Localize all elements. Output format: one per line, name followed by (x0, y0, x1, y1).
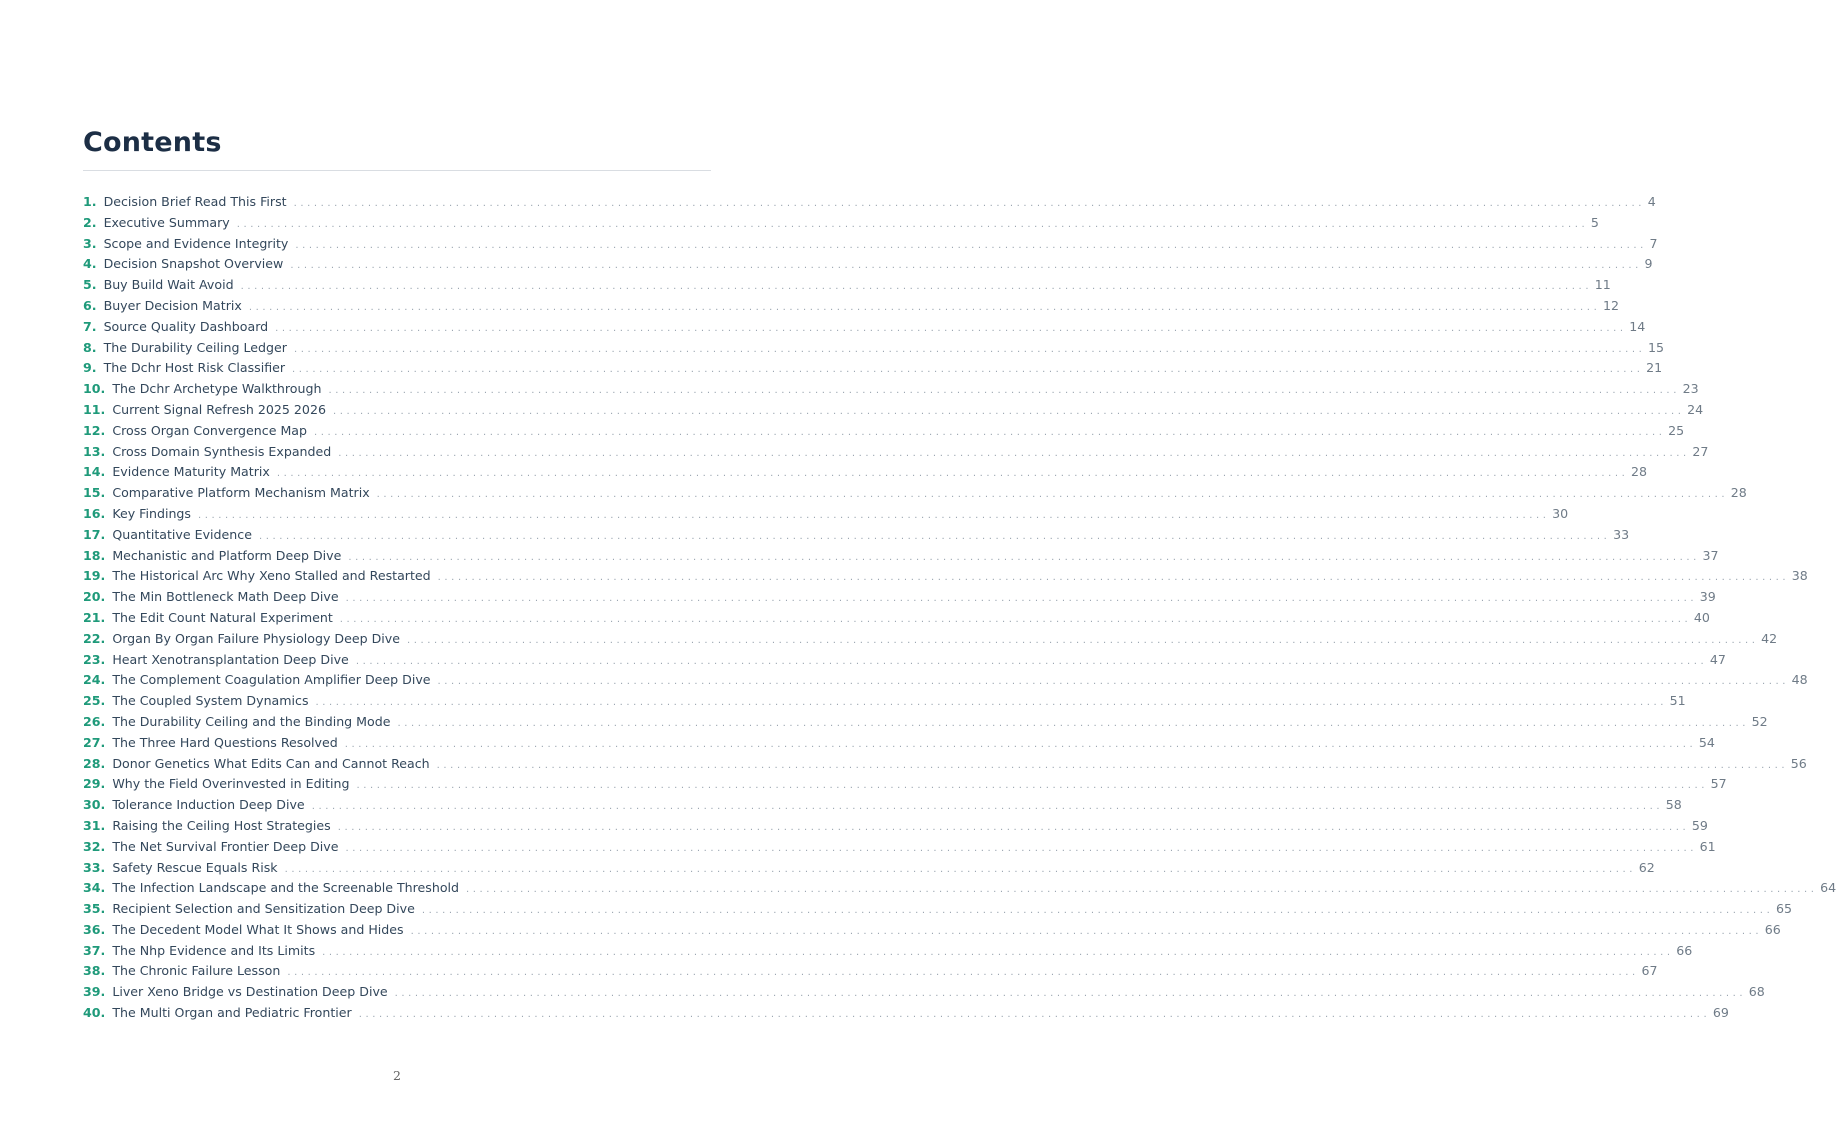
toc-entry-number: 36. (83, 921, 106, 937)
dot-leader: . . . . . . . . . . . . . . . . . . . . . . . . . . . . . . . . . . . . . . . . . . . . . . . . . . . . . . . . . . . . . . . . . . . . . . . . . . . . . . . . . . . . . . . . . . . . . . . . . . . . . . . . . . . . . . . . . . . . . . . . . . . . . . . . . . . . . . . . . . . . . . . . . . . . . . . . . . . . . . . . . . . . . . . . . . . . . . . . . . . . . . . . . . . . . . . . . . . . . . . . (198, 509, 1547, 521)
toc-entry-page: 33 (1613, 526, 1630, 542)
toc-entry[interactable] (83, 650, 1726, 671)
toc-entry[interactable] (83, 192, 1656, 213)
toc-entry[interactable] (83, 254, 1653, 275)
toc-entry-number: 18. (83, 547, 106, 563)
toc-entry-page: 11 (1594, 277, 1611, 293)
toc-entry-number: 20. (83, 589, 106, 605)
toc-entry-title[interactable]: Heart Xenotransplantation Deep Dive (112, 651, 349, 667)
toc-entry-page: 24 (1687, 401, 1704, 417)
toc-entry[interactable] (83, 816, 1708, 837)
dot-leader: . . . . . . . . . . . . . . . . . . . . . . . . . . . . . . . . . . . . . . . . . . . . . . . . . . . . . . . . . . . . . . . . . . . . . . . . . . . . . . . . . . . . . . . . . . . . . . . . . . . . . . . . . . . . . . . . . . . . . . . . . . . . . . . . . . . . . . . . . . . . . . . . . . . . . . . . . . . . . . . . . . . . . . . . . . . . . . . . . . . . . . . . . . . . . . . . . . . . . . . . (338, 447, 1687, 459)
toc-entry[interactable] (83, 795, 1682, 816)
toc-entry-number: 17. (83, 526, 106, 542)
toc-entry[interactable] (83, 961, 1658, 982)
toc-entry[interactable] (83, 878, 1836, 899)
dot-leader: . . . . . . . . . . . . . . . . . . . . . . . . . . . . . . . . . . . . . . . . . . . . . . . . . . . . . . . . . . . . . . . . . . . . . . . . . . . . . . . . . . . . . . . . . . . . . . . . . . . . . . . . . . . . . . . . . . . . . . . . . . . . . . . . . . . . . . . . . . . . . . . . . . . . . . . . . . . . . . . . . . . . . . . . . . . . . . . . . . . . . . . . . . . . . . . . . . . . . . . . (397, 717, 1746, 729)
toc-entry-page: 38 (1791, 568, 1808, 584)
toc-entry-title[interactable]: Donor Genetics What Edits Can and Cannot Reach (112, 755, 430, 771)
dot-leader: . . . . . . . . . . . . . . . . . . . . . . . . . . . . . . . . . . . . . . . . . . . . . . . . . . . . . . . . . . . . . . . . . . . . . . . . . . . . . . . . . . . . . . . . . . . . . . . . . . . . . . . . . . . . . . . . . . . . . . . . . . . . . . . . . . . . . . . . . . . . . . . . . . . . . . . . . . . . . . . . . . . . . . . . . . . . . . . . . . . . . . . . . . . . . . . . . . . . . . . . (437, 572, 1786, 584)
toc-entry-page: 66 (1676, 942, 1693, 958)
toc-entry-title[interactable]: The Durability Ceiling Ledger (103, 339, 287, 355)
dot-leader: . . . . . . . . . . . . . . . . . . . . . . . . . . . . . . . . . . . . . . . . . . . . . . . . . . . . . . . . . . . . . . . . . . . . . . . . . . . . . . . . . . . . . . . . . . . . . . . . . . . . . . . . . . . . . . . . . . . . . . . . . . . . . . . . . . . . . . . . . . . . . . . . . . . . . . . . . . . . . . . . . . . . . . . . . . . . . . . . . . . . . . . . . . . . . . . . . . . . . . . . (407, 634, 1756, 646)
dot-leader: . . . . . . . . . . . . . . . . . . . . . . . . . . . . . . . . . . . . . . . . . . . . . . . . . . . . . . . . . . . . . . . . . . . . . . . . . . . . . . . . . . . . . . . . . . . . . . . . . . . . . . . . . . . . . . . . . . . . . . . . . . . . . . . . . . . . . . . . . . . . . . . . . . . . . . . . . . . . . . . . . . . . . . . . . . . . . . . . . . . . . . . . . . . . . . . . . . . . . . . . (328, 385, 1677, 397)
toc-entry-page: 68 (1748, 984, 1765, 1000)
page-number: 2 (393, 1068, 401, 1083)
dot-leader: . . . . . . . . . . . . . . . . . . . . . . . . . . . . . . . . . . . . . . . . . . . . . . . . . . . . . . . . . . . . . . . . . . . . . . . . . . . . . . . . . . . . . . . . . . . . . . . . . . . . . . . . . . . . . . . . . . . . . . . . . . . . . . . . . . . . . . . . . . . . . . . . . . . . . . . . . . . . . . . . . . . . . . . . . . . . . . . . . . . . . . . . . . . . . . . . . . . . . . . . (314, 426, 1663, 438)
toc-entry-page: 30 (1552, 505, 1569, 521)
toc-entry-number: 2. (83, 214, 97, 230)
dot-leader: . . . . . . . . . . . . . . . . . . . . . . . . . . . . . . . . . . . . . . . . . . . . . . . . . . . . . . . . . . . . . . . . . . . . . . . . . . . . . . . . . . . . . . . . . . . . . . . . . . . . . . . . . . . . . . . . . . . . . . . . . . . . . . . . . . . . . . . . . . . . . . . . . . . . . . . . . . . . . . . . . . . . . . . . . . . . . . . . . . . . . . . . . . . . . . . . . . . . . . . . (466, 884, 1815, 896)
toc-entry-page: 27 (1692, 443, 1709, 459)
toc-entry-title[interactable]: The Nhp Evidence and Its Limits (112, 942, 316, 958)
toc-entry[interactable] (83, 442, 1709, 463)
toc-entry-title[interactable]: Executive Summary (103, 214, 230, 230)
dot-leader: . . . . . . . . . . . . . . . . . . . . . . . . . . . . . . . . . . . . . . . . . . . . . . . . . . . . . . . . . . . . . . . . . . . . . . . . . . . . . . . . . . . . . . . . . . . . . . . . . . . . . . . . . . . . . . . . . . . . . . . . . . . . . . . . . . . . . . . . . . . . . . . . . . . . . . . . . . . . . . . . . . . . . . . . . . . . . . . . . . . . . . . . . . . . . . . . . . . . . . . . (356, 780, 1705, 792)
toc-entry-page: 23 (1682, 381, 1699, 397)
toc-entry[interactable] (83, 1003, 1729, 1024)
toc-entry[interactable] (83, 421, 1685, 442)
toc-entry-title[interactable]: Cross Domain Synthesis Expanded (112, 443, 332, 459)
toc-entry-title[interactable]: The Infection Landscape and the Screenable Threshold (112, 880, 460, 896)
toc-entry[interactable] (83, 296, 1619, 317)
toc-entry[interactable] (83, 920, 1781, 941)
dot-leader: . . . . . . . . . . . . . . . . . . . . . . . . . . . . . . . . . . . . . . . . . . . . . . . . . . . . . . . . . . . . . . . . . . . . . . . . . . . . . . . . . . . . . . . . . . . . . . . . . . . . . . . . . . . . . . . . . . . . . . . . . . . . . . . . . . . . . . . . . . . . . . . . . . . . . . . . . . . . . . . . . . . . . . . . . . . . . . . . . . . . . . . . . . . . . . . . . . . . . . . . (248, 301, 1597, 313)
toc-entry-title[interactable]: Recipient Selection and Sensitization Deep Dive (112, 901, 415, 917)
toc-entry[interactable] (83, 525, 1630, 546)
toc-entry-page: 57 (1710, 776, 1727, 792)
toc-entry-number: 31. (83, 817, 106, 833)
toc-entry-title[interactable]: Why the Field Overinvested in Editing (112, 776, 350, 792)
toc-entry-page: 69 (1712, 1005, 1729, 1021)
toc-entry-number: 40. (83, 1005, 106, 1021)
toc-entry-title[interactable]: Liver Xeno Bridge vs Destination Deep Dive (112, 984, 388, 1000)
toc-entry-page: 48 (1791, 672, 1808, 688)
toc-entry-number: 5. (83, 277, 97, 293)
toc-entry-page: 37 (1702, 547, 1719, 563)
toc-entry-page: 12 (1602, 297, 1619, 313)
toc-entry-number: 27. (83, 734, 106, 750)
toc-entry-number: 1. (83, 194, 97, 209)
toc-entry[interactable] (83, 566, 1808, 587)
dot-leader: . . . . . . . . . . . . . . . . . . . . . . . . . . . . . . . . . . . . . . . . . . . . . . . . . . . . . . . . . . . . . . . . . . . . . . . . . . . . . . . . . . . . . . . . . . . . . . . . . . . . . . . . . . . . . . . . . . . . . . . . . . . . . . . . . . . . . . . . . . . . . . . . . . . . . . . . . . . . . . . . . . . . . . . . . . . . . . . . . . . . . . . . . . . . . . . . . . . . . . . . (421, 905, 1770, 917)
toc-entry-number: 4. (83, 256, 97, 272)
dot-leader: . . . . . . . . . . . . . . . . . . . . . . . . . . . . . . . . . . . . . . . . . . . . . . . . . . . . . . . . . . . . . . . . . . . . . . . . . . . . . . . . . . . . . . . . . . . . . . . . . . . . . . . . . . . . . . . . . . . . . . . . . . . . . . . . . . . . . . . . . . . . . . . . . . . . . . . . . . . . . . . . . . . . . . . . . . . . . . . . . . . . . . . . . . . . . . . . . . . . . . . . (293, 198, 1642, 209)
toc-entry-number: 33. (83, 859, 106, 875)
toc-entry-page: 25 (1668, 422, 1685, 438)
toc-entry[interactable] (83, 317, 1646, 338)
toc-entry-page: 58 (1665, 797, 1682, 813)
toc-entry-title[interactable]: Tolerance Induction Deep Dive (112, 797, 305, 813)
toc-entry-number: 12. (83, 422, 106, 438)
toc-entry[interactable] (83, 587, 1716, 608)
dot-leader: . . . . . . . . . . . . . . . . . . . . . . . . . . . . . . . . . . . . . . . . . . . . . . . . . . . . . . . . . . . . . . . . . . . . . . . . . . . . . . . . . . . . . . . . . . . . . . . . . . . . . . . . . . . . . . . . . . . . . . . . . . . . . . . . . . . . . . . . . . . . . . . . . . . . . . . . . . . . . . . . . . . . . . . . . . . . . . . . . . . . . . . . . . . . . . . . . . . . . . . . (394, 988, 1743, 1000)
dot-leader: . . . . . . . . . . . . . . . . . . . . . . . . . . . . . . . . . . . . . . . . . . . . . . . . . . . . . . . . . . . . . . . . . . . . . . . . . . . . . . . . . . . . . . . . . . . . . . . . . . . . . . . . . . . . . . . . . . . . . . . . . . . . . . . . . . . . . . . . . . . . . . . . . . . . . . . . . . . . . . . . . . . . . . . . . . . . . . . . . . . . . . . . . . . . . . . . . . . . . . . . (240, 281, 1589, 293)
toc-entry-title[interactable]: The Multi Organ and Pediatric Frontier (112, 1005, 352, 1021)
toc-entry[interactable] (83, 234, 1658, 255)
dot-leader: . . . . . . . . . . . . . . . . . . . . . . . . . . . . . . . . . . . . . . . . . . . . . . . . . . . . . . . . . . . . . . . . . . . . . . . . . . . . . . . . . . . . . . . . . . . . . . . . . . . . . . . . . . . . . . . . . . . . . . . . . . . . . . . . . . . . . . . . . . . . . . . . . . . . . . . . . . . . . . . . . . . . . . . . . . . . . . . . . . . . . . . . . . . . . . . . . . . . . . . . (332, 405, 1682, 417)
toc-entry-number: 11. (83, 401, 106, 417)
dot-leader: . . . . . . . . . . . . . . . . . . . . . . . . . . . . . . . . . . . . . . . . . . . . . . . . . . . . . . . . . . . . . . . . . . . . . . . . . . . . . . . . . . . . . . . . . . . . . . . . . . . . . . . . . . . . . . . . . . . . . . . . . . . . . . . . . . . . . . . . . . . . . . . . . . . . . . . . . . . . . . . . . . . . . . . . . . . . . . . . . . . . . . . . . . . . . . . . . . . . . . . . (410, 925, 1759, 937)
toc-entry-number: 35. (83, 901, 106, 917)
toc-entry[interactable] (83, 712, 1768, 733)
toc-entry-number: 6. (83, 297, 97, 313)
toc-entry-number: 24. (83, 672, 106, 688)
toc-entry[interactable] (83, 213, 1599, 234)
toc-entry-number: 39. (83, 984, 106, 1000)
toc-entry-page: 4 (1647, 194, 1656, 209)
toc-entry-title[interactable]: The Historical Arc Why Xeno Stalled and Restarted (112, 568, 431, 584)
dot-leader: . . . . . . . . . . . . . . . . . . . . . . . . . . . . . . . . . . . . . . . . . . . . . . . . . . . . . . . . . . . . . . . . . . . . . . . . . . . . . . . . . . . . . . . . . . . . . . . . . . . . . . . . . . . . . . . . . . . . . . . . . . . . . . . . . . . . . . . . . . . . . . . . . . . . . . . . . . . . . . . . . . . . . . . . . . . . . . . . . . . . . . . . . . . . . . . . . . . . . . . . (322, 946, 1671, 958)
toc-entry-title[interactable]: The Three Hard Questions Resolved (112, 734, 338, 750)
toc-entry-page: 47 (1709, 651, 1726, 667)
contents-heading: Contents (83, 127, 222, 158)
toc-entry-page: 61 (1699, 838, 1716, 854)
dot-leader: . . . . . . . . . . . . . . . . . . . . . . . . . . . . . . . . . . . . . . . . . . . . . . . . . . . . . . . . . . . . . . . . . . . . . . . . . . . . . . . . . . . . . . . . . . . . . . . . . . . . . . . . . . . . . . . . . . . . . . . . . . . . . . . . . . . . . . . . . . . . . . . . . . . . . . . . . . . . . . . . . . . . . . . . . . . . . . . . . . . . . . . . . . . . . . . . . . . . . . . . (292, 364, 1641, 376)
toc-entry[interactable] (83, 941, 1693, 962)
dot-leader: . . . . . . . . . . . . . . . . . . . . . . . . . . . . . . . . . . . . . . . . . . . . . . . . . . . . . . . . . . . . . . . . . . . . . . . . . . . . . . . . . . . . . . . . . . . . . . . . . . . . . . . . . . . . . . . . . . . . . . . . . . . . . . . . . . . . . . . . . . . . . . . . . . . . . . . . . . . . . . . . . . . . . . . . . . . . . . . . . . . . . . . . . . . . . . . . . . . . . . . . (275, 322, 1624, 334)
dot-leader: . . . . . . . . . . . . . . . . . . . . . . . . . . . . . . . . . . . . . . . . . . . . . . . . . . . . . . . . . . . . . . . . . . . . . . . . . . . . . . . . . . . . . . . . . . . . . . . . . . . . . . . . . . . . . . . . . . . . . . . . . . . . . . . . . . . . . . . . . . . . . . . . . . . . . . . . . . . . . . . . . . . . . . . . . . . . . . . . . . . . . . . . . . . . . . . . . . . . . . . . (345, 842, 1694, 854)
toc-entry-title[interactable]: Buy Build Wait Avoid (103, 277, 234, 293)
dot-leader: . . . . . . . . . . . . . . . . . . . . . . . . . . . . . . . . . . . . . . . . . . . . . . . . . . . . . . . . . . . . . . . . . . . . . . . . . . . . . . . . . . . . . . . . . . . . . . . . . . . . . . . . . . . . . . . . . . . . . . . . . . . . . . . . . . . . . . . . . . . . . . . . . . . . . . . . . . . . . . . . . . . . . . . . . . . . . . . . . . . . . . . . . . . . . . . . . . . . . . . . (287, 967, 1636, 979)
dot-leader: . . . . . . . . . . . . . . . . . . . . . . . . . . . . . . . . . . . . . . . . . . . . . . . . . . . . . . . . . . . . . . . . . . . . . . . . . . . . . . . . . . . . . . . . . . . . . . . . . . . . . . . . . . . . . . . . . . . . . . . . . . . . . . . . . . . . . . . . . . . . . . . . . . . . . . . . . . . . . . . . . . . . . . . . . . . . . . . . . . . . . . . . . . . . . . . . . . . . . . . . (295, 239, 1644, 251)
dot-leader: . . . . . . . . . . . . . . . . . . . . . . . . . . . . . . . . . . . . . . . . . . . . . . . . . . . . . . . . . . . . . . . . . . . . . . . . . . . . . . . . . . . . . . . . . . . . . . . . . . . . . . . . . . . . . . . . . . . . . . . . . . . . . . . . . . . . . . . . . . . . . . . . . . . . . . . . . . . . . . . . . . . . . . . . . . . . . . . . . . . . . . . . . . . . . . . . . . . . . . . . (293, 343, 1643, 355)
toc-entry-title[interactable]: Decision Snapshot Overview (103, 256, 284, 272)
toc-entry-page: 15 (1648, 339, 1665, 355)
toc-entry-number: 34. (83, 880, 106, 896)
toc-entry[interactable] (83, 275, 1611, 296)
heading-divider (83, 170, 711, 171)
dot-leader: . . . . . . . . . . . . . . . . . . . . . . . . . . . . . . . . . . . . . . . . . . . . . . . . . . . . . . . . . . . . . . . . . . . . . . . . . . . . . . . . . . . . . . . . . . . . . . . . . . . . . . . . . . . . . . . . . . . . . . . . . . . . . . . . . . . . . . . . . . . . . . . . . . . . . . . . . . . . . . . . . . . . . . . . . . . . . . . . . . . . . . . . . . . . . . . . . . . . . . . . (437, 676, 1786, 688)
toc-entry[interactable] (83, 899, 1792, 920)
toc-entry-page: 14 (1629, 318, 1646, 334)
toc-entry-page: 56 (1790, 755, 1807, 771)
toc-entry[interactable] (83, 858, 1655, 879)
dot-leader: . . . . . . . . . . . . . . . . . . . . . . . . . . . . . . . . . . . . . . . . . . . . . . . . . . . . . . . . . . . . . . . . . . . . . . . . . . . . . . . . . . . . . . . . . . . . . . . . . . . . . . . . . . . . . . . . . . . . . . . . . . . . . . . . . . . . . . . . . . . . . . . . . . . . . . . . . . . . . . . . . . . . . . . . . . . . . . . . . . . . . . . . . . . . . . . . . . . . . . . . (311, 801, 1660, 813)
toc-entry-page: 54 (1698, 734, 1715, 750)
toc-entry-number: 8. (83, 339, 97, 355)
toc-entry[interactable] (83, 691, 1686, 712)
toc-entry-page: 65 (1775, 901, 1792, 917)
toc-entry-page: 28 (1730, 485, 1747, 501)
toc-entry-number: 19. (83, 568, 106, 584)
dot-leader: . . . . . . . . . . . . . . . . . . . . . . . . . . . . . . . . . . . . . . . . . . . . . . . . . . . . . . . . . . . . . . . . . . . . . . . . . . . . . . . . . . . . . . . . . . . . . . . . . . . . . . . . . . . . . . . . . . . . . . . . . . . . . . . . . . . . . . . . . . . . . . . . . . . . . . . . . . . . . . . . . . . . . . . . . . . . . . . . . . . . . . . . . . . . . . . . . . . . . . . . (258, 530, 1608, 542)
toc-entry-title[interactable]: The Decedent Model What It Shows and Hides (112, 921, 404, 937)
toc-entry-title[interactable]: The Min Bottleneck Math Deep Dive (112, 589, 339, 605)
dot-leader: . . . . . . . . . . . . . . . . . . . . . . . . . . . . . . . . . . . . . . . . . . . . . . . . . . . . . . . . . . . . . . . . . . . . . . . . . . . . . . . . . . . . . . . . . . . . . . . . . . . . . . . . . . . . . . . . . . . . . . . . . . . . . . . . . . . . . . . . . . . . . . . . . . . . . . . . . . . . . . . . . . . . . . . . . . . . . . . . . . . . . . . . . . . . . . . . . . . . . . . . (355, 655, 1704, 667)
toc-entry-title[interactable]: Key Findings (112, 505, 191, 521)
toc-entry-number: 7. (83, 318, 97, 334)
dot-leader: . . . . . . . . . . . . . . . . . . . . . . . . . . . . . . . . . . . . . . . . . . . . . . . . . . . . . . . . . . . . . . . . . . . . . . . . . . . . . . . . . . . . . . . . . . . . . . . . . . . . . . . . . . . . . . . . . . . . . . . . . . . . . . . . . . . . . . . . . . . . . . . . . . . . . . . . . . . . . . . . . . . . . . . . . . . . . . . . . . . . . . . . . . . . . . . . . . . . . . . . (348, 551, 1697, 563)
toc-entry-number: 10. (83, 381, 106, 397)
toc-entry-title[interactable]: The Chronic Failure Lesson (112, 963, 281, 979)
toc-entry-title[interactable]: Source Quality Dashboard (103, 318, 269, 334)
dot-leader: . . . . . . . . . . . . . . . . . . . . . . . . . . . . . . . . . . . . . . . . . . . . . . . . . . . . . . . . . . . . . . . . . . . . . . . . . . . . . . . . . . . . . . . . . . . . . . . . . . . . . . . . . . . . . . . . . . . . . . . . . . . . . . . . . . . . . . . . . . . . . . . . . . . . . . . . . . . . . . . . . . . . . . . . . . . . . . . . . . . . . . . . . . . . . . . . . . . . . . . . (236, 218, 1585, 230)
toc-entry-title[interactable]: Mechanistic and Platform Deep Dive (112, 547, 342, 563)
table-of-contents (83, 192, 1836, 1024)
dot-leader: . . . . . . . . . . . . . . . . . . . . . . . . . . . . . . . . . . . . . . . . . . . . . . . . . . . . . . . . . . . . . . . . . . . . . . . . . . . . . . . . . . . . . . . . . . . . . . . . . . . . . . . . . . . . . . . . . . . . . . . . . . . . . . . . . . . . . . . . . . . . . . . . . . . . . . . . . . . . . . . . . . . . . . . . . . . . . . . . . . . . . . . . . . . . . . . . . . . . . . . . (436, 759, 1785, 771)
toc-entry-page: 67 (1641, 963, 1658, 979)
toc-entry[interactable] (83, 733, 1715, 754)
toc-entry-page: 66 (1764, 921, 1781, 937)
toc-entry-number: 21. (83, 609, 106, 625)
toc-entry-page: 42 (1761, 630, 1778, 646)
toc-entry-title[interactable]: The Net Survival Frontier Deep Dive (112, 838, 339, 854)
toc-entry[interactable] (83, 629, 1778, 650)
dot-leader: . . . . . . . . . . . . . . . . . . . . . . . . . . . . . . . . . . . . . . . . . . . . . . . . . . . . . . . . . . . . . . . . . . . . . . . . . . . . . . . . . . . . . . . . . . . . . . . . . . . . . . . . . . . . . . . . . . . . . . . . . . . . . . . . . . . . . . . . . . . . . . . . . . . . . . . . . . . . . . . . . . . . . . . . . . . . . . . . . . . . . . . . . . . . . . . . . . . . . . . . (339, 613, 1688, 625)
toc-entry-title[interactable]: The Complement Coagulation Amplifier Deep Dive (112, 672, 431, 688)
toc-entry-title[interactable]: Safety Rescue Equals Risk (112, 859, 278, 875)
toc-entry-number: 37. (83, 942, 106, 958)
toc-entry[interactable] (83, 358, 1663, 379)
toc-entry[interactable] (83, 670, 1808, 691)
toc-entry-title[interactable]: The Dchr Archetype Walkthrough (112, 381, 322, 397)
toc-entry[interactable] (83, 400, 1704, 421)
toc-entry-number: 9. (83, 360, 97, 376)
toc-entry-number: 29. (83, 776, 106, 792)
toc-entry-page: 64 (1820, 880, 1836, 896)
toc-entry-number: 38. (83, 963, 106, 979)
toc-entry[interactable] (83, 379, 1699, 400)
dot-leader: . . . . . . . . . . . . . . . . . . . . . . . . . . . . . . . . . . . . . . . . . . . . . . . . . . . . . . . . . . . . . . . . . . . . . . . . . . . . . . . . . . . . . . . . . . . . . . . . . . . . . . . . . . . . . . . . . . . . . . . . . . . . . . . . . . . . . . . . . . . . . . . . . . . . . . . . . . . . . . . . . . . . . . . . . . . . . . . . . . . . . . . . . . . . . . . . . . . . . . . . (290, 260, 1639, 272)
toc-entry-number: 22. (83, 630, 106, 646)
toc-entry-number: 14. (83, 464, 106, 480)
toc-entry-title[interactable]: Quantitative Evidence (112, 526, 252, 542)
toc-entry-page: 62 (1638, 859, 1655, 875)
toc-entry-title[interactable]: Raising the Ceiling Host Strategies (112, 817, 331, 833)
dot-leader: . . . . . . . . . . . . . . . . . . . . . . . . . . . . . . . . . . . . . . . . . . . . . . . . . . . . . . . . . . . . . . . . . . . . . . . . . . . . . . . . . . . . . . . . . . . . . . . . . . . . . . . . . . . . . . . . . . . . . . . . . . . . . . . . . . . . . . . . . . . . . . . . . . . . . . . . . . . . . . . . . . . . . . . . . . . . . . . . . . . . . . . . . . . . . . . . . . . . . . . . (376, 489, 1725, 501)
dot-leader: . . . . . . . . . . . . . . . . . . . . . . . . . . . . . . . . . . . . . . . . . . . . . . . . . . . . . . . . . . . . . . . . . . . . . . . . . . . . . . . . . . . . . . . . . . . . . . . . . . . . . . . . . . . . . . . . . . . . . . . . . . . . . . . . . . . . . . . . . . . . . . . . . . . . . . . . . . . . . . . . . . . . . . . . . . . . . . . . . . . . . . . . . . . . . . . . . . . . . . . . (358, 1009, 1707, 1021)
toc-entry[interactable] (83, 754, 1807, 775)
toc-entry-title[interactable]: Cross Organ Convergence Map (112, 422, 308, 438)
toc-entry-title[interactable]: The Coupled System Dynamics (112, 693, 309, 709)
toc-entry-number: 28. (83, 755, 106, 771)
toc-entry-page: 59 (1691, 817, 1708, 833)
toc-entry-title[interactable]: Comparative Platform Mechanism Matrix (112, 485, 370, 501)
toc-entry-title[interactable]: The Edit Count Natural Experiment (112, 609, 333, 625)
toc-entry-number: 32. (83, 838, 106, 854)
toc-entry-title[interactable]: Scope and Evidence Integrity (103, 235, 289, 251)
toc-entry-page: 52 (1751, 713, 1768, 729)
toc-entry[interactable] (83, 608, 1710, 629)
dot-leader: . . . . . . . . . . . . . . . . . . . . . . . . . . . . . . . . . . . . . . . . . . . . . . . . . . . . . . . . . . . . . . . . . . . . . . . . . . . . . . . . . . . . . . . . . . . . . . . . . . . . . . . . . . . . . . . . . . . . . . . . . . . . . . . . . . . . . . . . . . . . . . . . . . . . . . . . . . . . . . . . . . . . . . . . . . . . . . . . . . . . . . . . . . . . . . . . . . . . . . . . (315, 697, 1664, 709)
toc-entry-number: 23. (83, 651, 106, 667)
toc-entry[interactable] (83, 483, 1747, 504)
toc-entry[interactable] (83, 837, 1716, 858)
toc-entry-number: 3. (83, 235, 97, 251)
toc-entry[interactable] (83, 774, 1727, 795)
toc-entry-title[interactable]: Current Signal Refresh 2025 2026 (112, 401, 326, 417)
dot-leader: . . . . . . . . . . . . . . . . . . . . . . . . . . . . . . . . . . . . . . . . . . . . . . . . . . . . . . . . . . . . . . . . . . . . . . . . . . . . . . . . . . . . . . . . . . . . . . . . . . . . . . . . . . . . . . . . . . . . . . . . . . . . . . . . . . . . . . . . . . . . . . . . . . . . . . . . . . . . . . . . . . . . . . . . . . . . . . . . . . . . . . . . . . . . . . . . . . . . . . . . (337, 821, 1686, 833)
toc-entry-page: 39 (1699, 589, 1716, 605)
toc-entry[interactable] (83, 982, 1765, 1003)
toc-entry[interactable] (83, 462, 1647, 483)
dot-leader: . . . . . . . . . . . . . . . . . . . . . . . . . . . . . . . . . . . . . . . . . . . . . . . . . . . . . . . . . . . . . . . . . . . . . . . . . . . . . . . . . . . . . . . . . . . . . . . . . . . . . . . . . . . . . . . . . . . . . . . . . . . . . . . . . . . . . . . . . . . . . . . . . . . . . . . . . . . . . . . . . . . . . . . . . . . . . . . . . . . . . . . . . . . . . . . . . . . . . . . . (345, 593, 1694, 605)
toc-entry-number: 16. (83, 505, 106, 521)
toc-entry-number: 26. (83, 713, 106, 729)
toc-entry[interactable] (83, 546, 1719, 567)
toc-entry-number: 25. (83, 693, 106, 709)
toc-entry-page: 51 (1669, 693, 1686, 709)
dot-leader: . . . . . . . . . . . . . . . . . . . . . . . . . . . . . . . . . . . . . . . . . . . . . . . . . . . . . . . . . . . . . . . . . . . . . . . . . . . . . . . . . . . . . . . . . . . . . . . . . . . . . . . . . . . . . . . . . . . . . . . . . . . . . . . . . . . . . . . . . . . . . . . . . . . . . . . . . . . . . . . . . . . . . . . . . . . . . . . . . . . . . . . . . . . . . . . . . . . . . . . . (344, 738, 1693, 750)
toc-entry-title[interactable]: Decision Brief Read This First (103, 194, 287, 209)
toc-entry-page: 9 (1644, 256, 1653, 272)
toc-entry-page: 21 (1646, 360, 1663, 376)
toc-entry-title[interactable]: Buyer Decision Matrix (103, 297, 242, 313)
toc-entry-title[interactable]: Organ By Organ Failure Physiology Deep Dive (112, 630, 401, 646)
toc-entry-number: 30. (83, 797, 106, 813)
toc-entry-title[interactable]: The Dchr Host Risk Classifier (103, 360, 286, 376)
toc-entry-page: 5 (1590, 214, 1599, 230)
dot-leader: . . . . . . . . . . . . . . . . . . . . . . . . . . . . . . . . . . . . . . . . . . . . . . . . . . . . . . . . . . . . . . . . . . . . . . . . . . . . . . . . . . . . . . . . . . . . . . . . . . . . . . . . . . . . . . . . . . . . . . . . . . . . . . . . . . . . . . . . . . . . . . . . . . . . . . . . . . . . . . . . . . . . . . . . . . . . . . . . . . . . . . . . . . . . . . . . . . . . . . . . (276, 468, 1625, 480)
toc-entry-page: 28 (1630, 464, 1647, 480)
toc-entry-title[interactable]: Evidence Maturity Matrix (112, 464, 270, 480)
toc-entry-page: 40 (1693, 609, 1710, 625)
toc-entry-number: 13. (83, 443, 106, 459)
toc-entry-page: 7 (1649, 235, 1658, 251)
toc-entry[interactable] (83, 504, 1569, 525)
toc-entry-number: 15. (83, 485, 106, 501)
dot-leader: . . . . . . . . . . . . . . . . . . . . . . . . . . . . . . . . . . . . . . . . . . . . . . . . . . . . . . . . . . . . . . . . . . . . . . . . . . . . . . . . . . . . . . . . . . . . . . . . . . . . . . . . . . . . . . . . . . . . . . . . . . . . . . . . . . . . . . . . . . . . . . . . . . . . . . . . . . . . . . . . . . . . . . . . . . . . . . . . . . . . . . . . . . . . . . . . . . . . . . . . (284, 863, 1633, 875)
toc-entry[interactable] (83, 338, 1665, 359)
toc-entry-title[interactable]: The Durability Ceiling and the Binding Mode (112, 713, 391, 729)
